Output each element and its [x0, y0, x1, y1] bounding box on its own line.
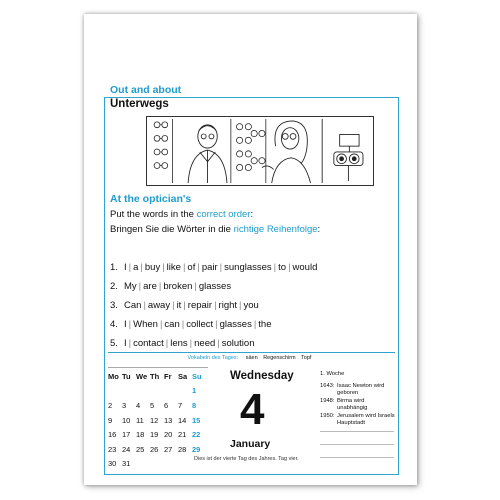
calendar-day [178, 384, 192, 399]
optician-man [188, 125, 227, 183]
glasses-rack-middle [231, 119, 266, 183]
footer-note: Dies ist der vierte Tag des Jahres. Tag vier. [194, 456, 299, 462]
event-item [320, 413, 396, 427]
exercise-number: 3. [110, 300, 118, 311]
word-separator: | [214, 300, 217, 311]
calendar-day: 28 [178, 444, 187, 454]
exercise-word: broken [163, 281, 193, 292]
word-separator: | [197, 262, 200, 273]
exercise-number: 4. [110, 319, 118, 330]
exercise-word: to [278, 262, 287, 273]
calendar-divider [108, 367, 208, 368]
glasses-rack-left [154, 119, 172, 183]
exercise-item [110, 262, 317, 273]
calendar-day: 30 [108, 459, 117, 469]
calendar-day [122, 384, 136, 399]
instruction-highlight: correct order [196, 209, 251, 220]
month-label: January [230, 438, 271, 450]
event-item [320, 398, 396, 412]
exercise-word: lens [170, 338, 188, 349]
event-text: Isaac Newton wird geboren [337, 383, 385, 396]
exercise-word: contact [133, 338, 164, 349]
word-separator: | [128, 319, 132, 330]
word-separator: | [138, 281, 142, 292]
calendar-day: 2 [108, 400, 113, 410]
event-list [320, 383, 396, 427]
word-separator: | [219, 262, 223, 273]
week-label: 1. Woche [320, 371, 345, 377]
exercise-word: Can [124, 300, 142, 311]
eye-test-machine [322, 119, 363, 183]
calendar-day: 13 [164, 415, 173, 425]
calendar-day: 19 [150, 430, 159, 440]
instruction-text-end: : [317, 224, 321, 235]
exercise-item [110, 319, 272, 330]
calendar-day [150, 384, 164, 399]
word-separator: | [165, 338, 169, 349]
calendar-day: 18 [136, 430, 145, 440]
calendar-day: 7 [178, 400, 183, 410]
calendar-weekday-header: Tu [122, 371, 131, 381]
exercise-number: 2. [110, 281, 118, 292]
calendar-day [164, 384, 178, 399]
exercise-word: When [133, 319, 158, 330]
exercise-item [110, 281, 231, 292]
word-separator: | [215, 319, 218, 330]
word-separator: | [158, 281, 162, 292]
calendar-day: 21 [178, 430, 187, 440]
exercise-item [110, 338, 254, 349]
note-line [320, 444, 394, 445]
month-calendar [108, 369, 206, 471]
exercise-word: My [124, 281, 137, 292]
vocab-label: Vokabeln des Tages: [187, 355, 239, 361]
calendar-day [150, 457, 164, 472]
word-separator: | [217, 338, 220, 349]
vocab-word: säen [245, 355, 258, 361]
word-separator: | [253, 319, 257, 330]
event-item [320, 383, 396, 397]
exercise-word: I [124, 262, 127, 273]
word-separator: | [183, 300, 186, 311]
note-line [320, 431, 394, 432]
calendar-day: 29 [192, 444, 201, 454]
exercise-word: glasses [219, 319, 252, 330]
event-year: 1643: [320, 383, 335, 389]
calendar-day: 4 [136, 400, 141, 410]
exercise-item [110, 300, 259, 311]
exercise-word: I [124, 338, 127, 349]
calendar-day: 12 [150, 415, 159, 425]
instruction-english [110, 209, 253, 220]
calendar-page [84, 14, 417, 485]
calendar-day: 20 [164, 430, 173, 440]
event-text: Jerusalem wird Israels Hauptstadt [337, 413, 395, 426]
exercise-word: a [133, 262, 139, 273]
calendar-day: 10 [122, 415, 131, 425]
event-text: Birma wird unabhängig [337, 398, 368, 411]
calendar-weekday-header: Sa [178, 371, 188, 381]
calendar-day: 3 [122, 400, 127, 410]
word-separator: | [172, 300, 175, 311]
exercise-word: sunglasses [224, 262, 272, 273]
calendar-day: 5 [150, 400, 155, 410]
calendar-day: 22 [192, 430, 201, 440]
instruction-german [110, 224, 320, 235]
calendar-day: 17 [122, 430, 131, 440]
day-number: 4 [240, 385, 265, 434]
word-separator: | [189, 338, 193, 349]
calendar-day: 6 [164, 400, 169, 410]
calendar-day: 8 [192, 400, 197, 410]
exercise-word: I [124, 319, 127, 330]
calendar-day: 26 [150, 444, 159, 454]
section-title: At the optician's [110, 193, 192, 205]
word-separator: | [159, 319, 163, 330]
exercise-word: away [147, 300, 171, 311]
calendar-day: 16 [108, 430, 117, 440]
word-separator: | [182, 262, 186, 273]
word-separator: | [162, 262, 165, 273]
exercise-word: collect [186, 319, 214, 330]
exercise-word: buy [144, 262, 161, 273]
calendar-day: 9 [108, 415, 113, 425]
calendar-weekday-header: Th [150, 371, 160, 381]
calendar-weekday-header: We [136, 371, 148, 381]
word-separator: | [239, 300, 242, 311]
calendar-day: 31 [122, 459, 131, 469]
customer-woman [262, 121, 311, 183]
weekday-label: Wednesday [230, 370, 294, 382]
exercise-word: repair [187, 300, 213, 311]
exercise-word: right [218, 300, 238, 311]
exercise-word: like [166, 262, 181, 273]
optician-illustration [146, 116, 374, 186]
calendar-weekday-header: Mo [108, 371, 119, 381]
calendar-day [136, 384, 150, 399]
calendar-day [136, 457, 150, 472]
exercise-word: need [194, 338, 216, 349]
calendar-day: 23 [108, 444, 117, 454]
exercise-word: can [164, 319, 180, 330]
events-column [320, 371, 396, 428]
exercise-number: 1. [110, 262, 118, 273]
calendar-day: 24 [122, 444, 131, 454]
calendar-weekday-header: Fr [164, 371, 172, 381]
note-line [320, 457, 394, 458]
vocabulary-of-the-day [108, 352, 395, 363]
vocab-word: Regenschirm [263, 355, 296, 361]
word-separator: | [194, 281, 197, 292]
event-year: 1950: [320, 413, 335, 419]
instruction-text: Bringen Sie die Wörter in die [110, 224, 234, 235]
word-separator: | [181, 319, 185, 330]
exercise-word: glasses [198, 281, 232, 292]
word-separator: | [140, 262, 143, 273]
word-separator: | [128, 262, 132, 273]
exercise-word: pair [201, 262, 218, 273]
exercise-word: you [243, 300, 259, 311]
exercise-word: would [292, 262, 318, 273]
calendar-day: 14 [178, 415, 187, 425]
calendar-day: 15 [192, 415, 201, 425]
calendar-day [108, 384, 122, 399]
exercise-word: are [143, 281, 157, 292]
calendar-day [178, 457, 192, 472]
exercise-word: it [176, 300, 182, 311]
exercise-word: of [187, 262, 196, 273]
calendar-weekday-header: Su [192, 371, 202, 381]
instruction-text-end: : [250, 209, 254, 220]
word-separator: | [143, 300, 146, 311]
word-separator: | [288, 262, 291, 273]
calendar-day [164, 457, 178, 472]
calendar-day: 25 [136, 444, 145, 454]
title-german: Unterwegs [110, 98, 169, 110]
calendar-day: 11 [136, 415, 144, 425]
exercise-number: 5. [110, 338, 118, 349]
exercise-word: solution [221, 338, 255, 349]
exercise-word: the [258, 319, 272, 330]
calendar-day: 27 [164, 444, 173, 454]
event-year: 1948: [320, 398, 335, 404]
instruction-highlight: richtige Reihenfolge [233, 224, 318, 235]
instruction-text: Put the words in the [110, 209, 197, 220]
vocab-word: Topf [301, 355, 312, 361]
word-separator: | [128, 338, 132, 349]
title-english: Out and about [110, 84, 182, 96]
word-separator: | [273, 262, 277, 273]
calendar-day: 1 [192, 386, 197, 396]
